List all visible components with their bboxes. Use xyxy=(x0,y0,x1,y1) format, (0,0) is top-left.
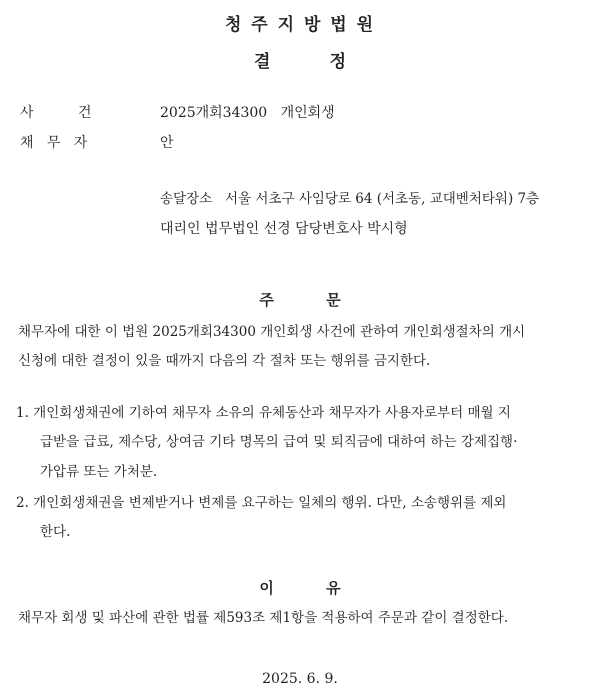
debtor-label: 채 무 자 xyxy=(20,135,88,151)
decision-date: 2025. 6. 9. xyxy=(262,671,338,687)
order-item-line: 급받을 급료, 제수당, 상여금 기타 명목의 급여 및 퇴직금에 대하여 하는 강제집행· xyxy=(40,434,518,450)
court-name: 청 주 지 방 법 원 xyxy=(224,15,376,35)
debtor-value: 안 xyxy=(160,135,174,151)
case-label: 사 건 xyxy=(20,105,92,121)
reason-text: 채무자 회생 및 파산에 관한 법률 제593조 제1항을 적용하여 주문과 같이 결정한다. xyxy=(18,610,509,626)
reason-heading: 이 유 xyxy=(259,579,341,597)
order-paragraph-line: 채무자에 대한 이 법원 2025개회34300 개인회생 사건에 관하여 개인회생절차의 개시 xyxy=(18,324,526,340)
order-item-line: 한다. xyxy=(40,524,71,540)
case-value: 2025개회34300 개인회생 xyxy=(160,105,335,121)
service-address: 송달장소 서울 서초구 사임당로 64 (서초동, 교대벤처타워) 7층 xyxy=(160,191,540,207)
order-item-line: 가압류 또는 가처분. xyxy=(40,464,158,480)
order-item-line: 1. 개인회생채권에 기하여 채무자 소유의 유체동산과 채무자가 사용자로부터 매월 지 xyxy=(16,405,511,421)
order-heading: 주 문 xyxy=(259,291,341,309)
agent: 대리인 법무법인 선경 담당변호사 박시형 xyxy=(160,221,408,237)
document-type: 결 정 xyxy=(253,52,347,72)
order-paragraph-line: 신청에 대한 결정이 있을 때까지 다음의 각 절차 또는 행위를 금지한다. xyxy=(18,353,431,369)
order-item-line: 2. 개인회생채권을 변제받거나 변제를 요구하는 일체의 행위. 다만, 소송행위를 제외 xyxy=(16,495,507,511)
